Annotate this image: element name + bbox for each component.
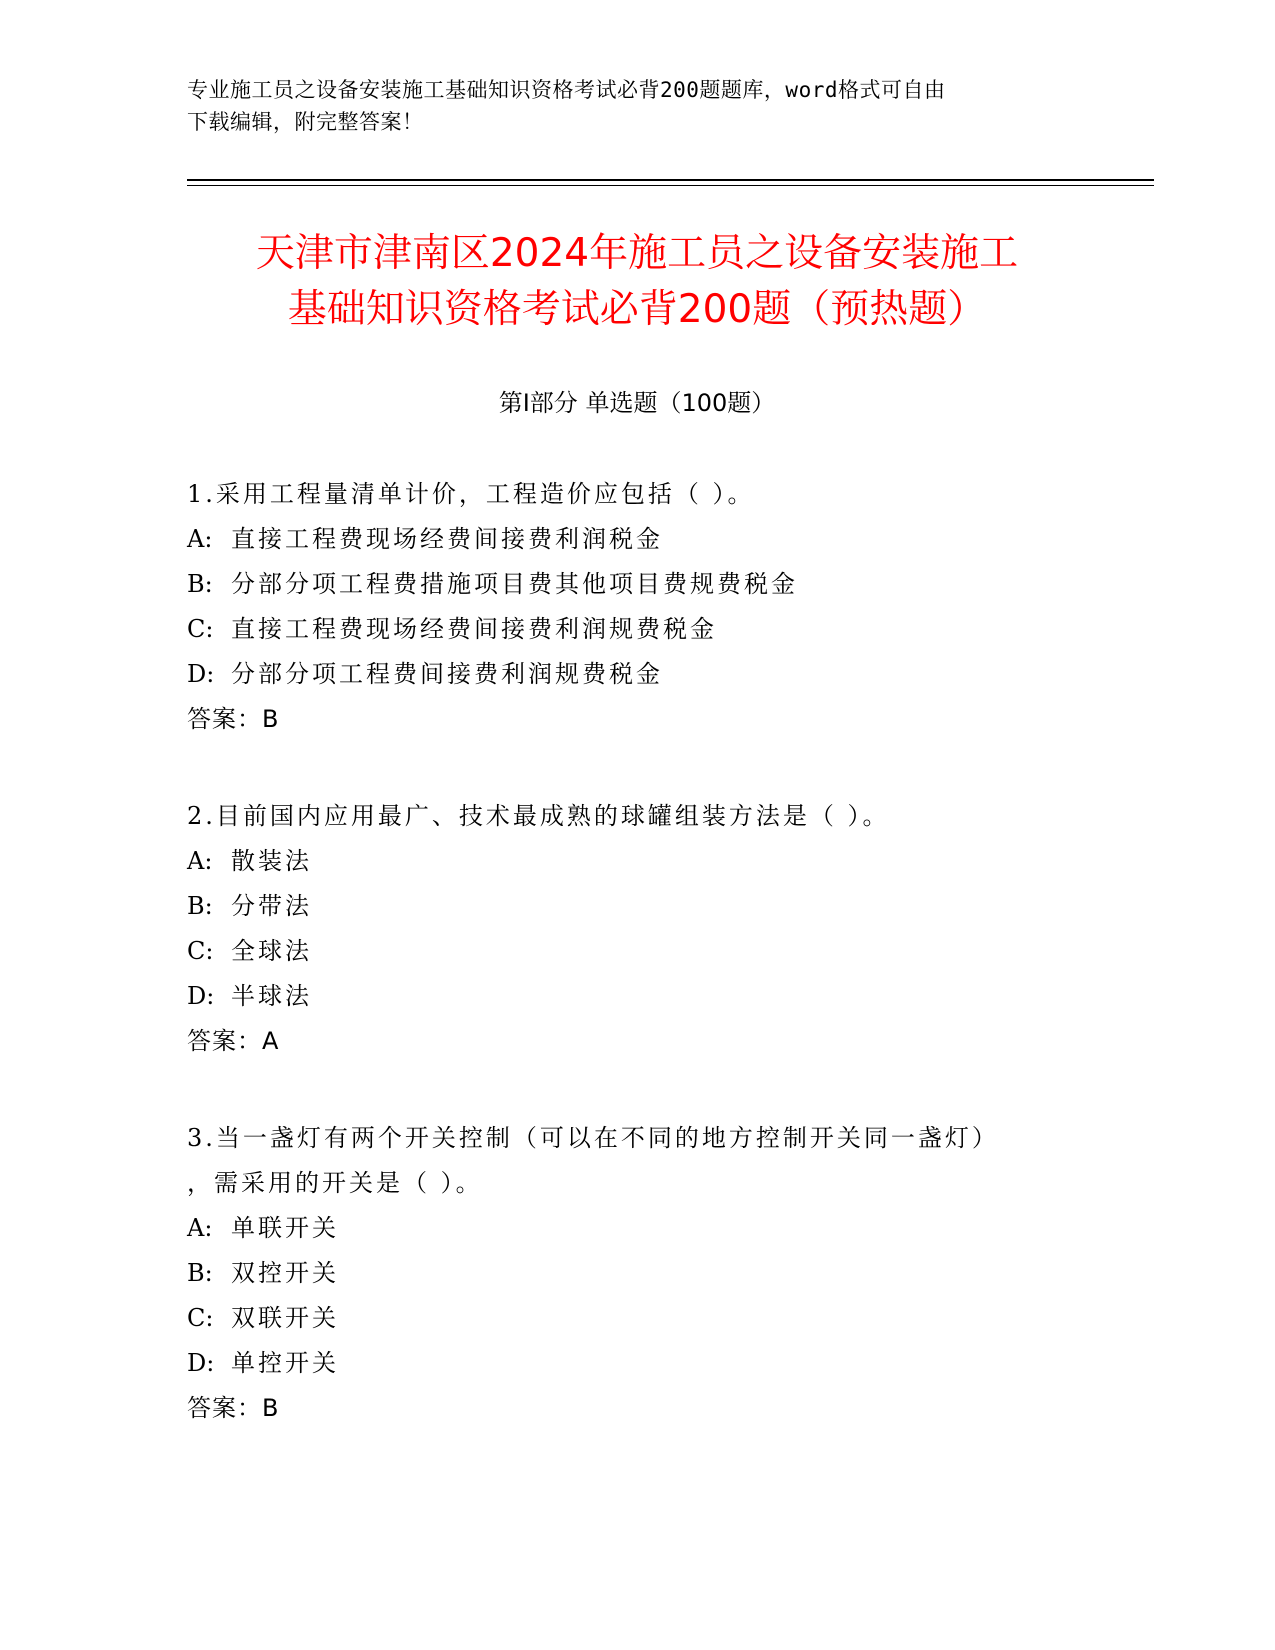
option-letter: C: bbox=[187, 937, 214, 965]
option-letter: B: bbox=[187, 892, 213, 920]
option-text: 直接工程费现场经费间接费利润规费税金 bbox=[231, 615, 717, 643]
option-letter: B: bbox=[187, 570, 213, 598]
option-letter: A: bbox=[187, 1214, 213, 1242]
question-stem-continued: ，需采用的开关是（ ）。 bbox=[187, 1169, 483, 1197]
option-c bbox=[187, 607, 1087, 652]
option-a bbox=[187, 517, 1087, 562]
question-3 bbox=[187, 1116, 1087, 1431]
option-d bbox=[187, 652, 1087, 697]
option-a bbox=[187, 1206, 1087, 1251]
document-title-line-2: 基础知识资格考试必背200题（预热题） bbox=[287, 287, 987, 332]
header-note-line-2: 下载编辑，附完整答案！ bbox=[187, 110, 424, 134]
option-c bbox=[187, 929, 1087, 974]
section-title: 第Ⅰ部分 单选题（100题） bbox=[498, 389, 776, 417]
option-letter: D: bbox=[187, 982, 215, 1010]
document-title-line-1: 天津市津南区2024年施工员之设备安装施工 bbox=[255, 231, 1019, 276]
option-text: 双控开关 bbox=[231, 1259, 339, 1287]
option-text: 单控开关 bbox=[231, 1349, 339, 1377]
header-note-line-1: 专业施工员之设备安装施工基础知识资格考试必背200题题库，word格式可自由 bbox=[187, 78, 946, 102]
option-b bbox=[187, 562, 1087, 607]
answer-line: 答案：B bbox=[187, 705, 280, 733]
option-text: 直接工程费现场经费间接费利润税金 bbox=[231, 525, 663, 553]
option-b bbox=[187, 884, 1087, 929]
question-2 bbox=[187, 794, 1087, 1064]
header-rule-thin bbox=[187, 185, 1154, 186]
option-text: 半球法 bbox=[231, 982, 312, 1010]
option-text: 分带法 bbox=[231, 892, 312, 920]
option-letter: D: bbox=[187, 660, 215, 688]
option-letter: C: bbox=[187, 1304, 214, 1332]
option-letter: A: bbox=[187, 525, 213, 553]
question-stem: 2.目前国内应用最广、技术最成熟的球罐组装方法是（ ）。 bbox=[187, 802, 890, 830]
option-d bbox=[187, 1341, 1087, 1386]
option-letter: B: bbox=[187, 1259, 213, 1287]
option-text: 分部分项工程费间接费利润规费税金 bbox=[231, 660, 663, 688]
answer-line: 答案：A bbox=[187, 1027, 280, 1055]
option-letter: D: bbox=[187, 1349, 215, 1377]
option-a bbox=[187, 839, 1087, 884]
option-text: 散装法 bbox=[231, 847, 312, 875]
option-letter: A: bbox=[187, 847, 213, 875]
option-letter: C: bbox=[187, 615, 214, 643]
option-text: 单联开关 bbox=[231, 1214, 339, 1242]
question-stem: 3.当一盏灯有两个开关控制（可以在不同的地方控制开关同一盏灯） bbox=[187, 1124, 999, 1152]
option-text: 全球法 bbox=[231, 937, 312, 965]
question-1 bbox=[187, 472, 1087, 742]
answer-line: 答案：B bbox=[187, 1394, 280, 1422]
question-list bbox=[187, 472, 1087, 1483]
header-note bbox=[187, 74, 1087, 138]
document-title bbox=[187, 226, 1087, 338]
option-b bbox=[187, 1251, 1087, 1296]
option-c bbox=[187, 1296, 1087, 1341]
option-text: 双联开关 bbox=[231, 1304, 339, 1332]
option-d bbox=[187, 974, 1087, 1019]
header-rule-thick bbox=[187, 179, 1154, 181]
question-stem: 1.采用工程量清单计价，工程造价应包括（ ）。 bbox=[187, 480, 755, 508]
option-text: 分部分项工程费措施项目费其他项目费规费税金 bbox=[231, 570, 798, 598]
